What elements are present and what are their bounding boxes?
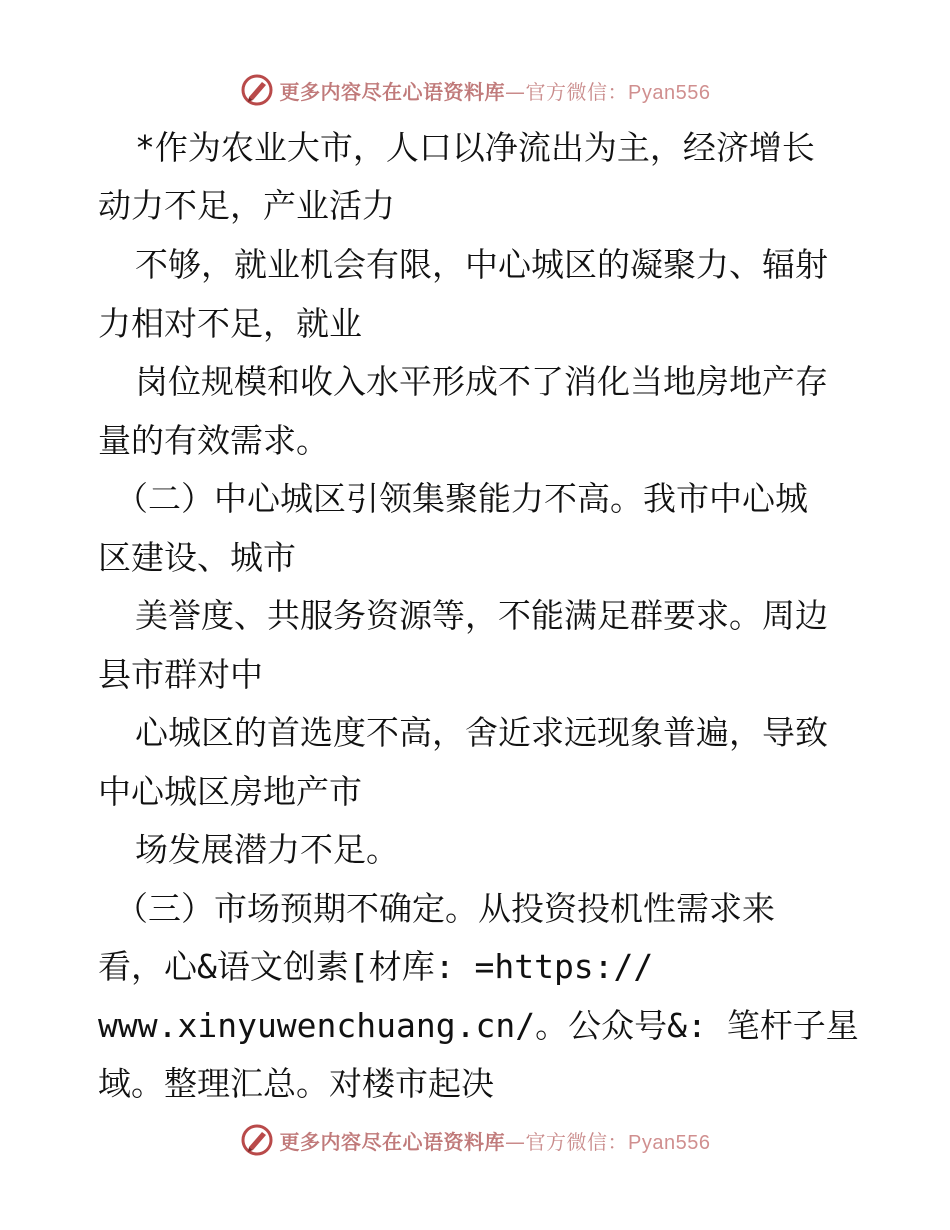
- body-line: （二）中心城区引领集聚能力不高。我市中心城: [115, 479, 808, 518]
- footer-brand-text: 更多内容尽在心语资料库: [279, 1129, 506, 1154]
- body-line: 不够，就业机会有限，中心城区的凝聚力、辐射: [135, 245, 828, 284]
- body-line: 美誉度、共服务资源等，不能满足群要求。周边: [135, 596, 828, 635]
- header-brand-text: 更多内容尽在心语资料库: [279, 79, 506, 104]
- body-line: 区建设、城市: [98, 538, 296, 577]
- footer-dash: —: [505, 1129, 526, 1154]
- footer-banner-text: [280, 1126, 711, 1155]
- body-line: 场发展潜力不足。: [135, 830, 399, 869]
- body-line: 动力不足，产业活力: [98, 186, 395, 225]
- header-official-label: 官方微信：: [525, 79, 629, 104]
- body-line: www.xinyuwenchuang.cn/。公众号&: 笔杆子星: [98, 1006, 859, 1045]
- body-line: （三）市场预期不确定。从投资投机性需求来: [115, 889, 775, 928]
- body-line: 中心城区房地产市: [98, 772, 362, 811]
- pen-logo-icon: [240, 1123, 274, 1157]
- body-line: 看，心&语文创素[材库: =https://: [98, 947, 654, 986]
- body-line: 量的有效需求。: [98, 421, 329, 460]
- body-line: 域。整理汇总。对楼市起决: [98, 1064, 494, 1103]
- header-wechat-id: Pyan556: [628, 81, 711, 104]
- body-line: 岗位规模和收入水平形成不了消化当地房地产存: [135, 362, 828, 401]
- body-line: 力相对不足，就业: [98, 304, 362, 343]
- body-line: *作为农业大市，人口以净流出为主，经济增长: [135, 128, 815, 167]
- footer-official-label: 官方微信：: [525, 1129, 629, 1154]
- footer-watermark-banner: [0, 1120, 950, 1160]
- body-line: 心城区的首选度不高，舍近求远现象普遍，导致: [135, 713, 828, 752]
- header-dash: —: [505, 79, 526, 104]
- footer-wechat-id: Pyan556: [628, 1131, 711, 1154]
- body-line: 县市群对中: [98, 655, 263, 694]
